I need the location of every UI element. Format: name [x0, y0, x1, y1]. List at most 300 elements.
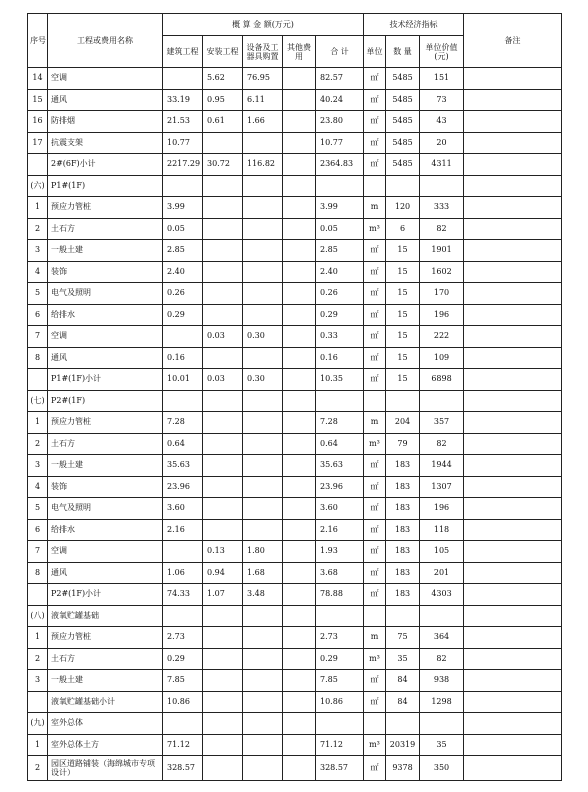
cell-name: P1#(1F)	[48, 175, 163, 197]
cell-building: 35.63	[163, 455, 203, 477]
cell-other	[283, 498, 316, 520]
cell-unit-price: 1901	[420, 240, 464, 262]
cell-seq: 6	[28, 519, 48, 541]
cell-building	[163, 68, 203, 90]
cell-name: 防排烟	[48, 111, 163, 133]
cell-install	[203, 283, 243, 305]
cell-other	[283, 175, 316, 197]
cell-seq: 3	[28, 670, 48, 692]
table-row	[28, 154, 562, 176]
cell-building: 2.85	[163, 240, 203, 262]
cell-equipment	[243, 283, 283, 305]
cell-remarks	[464, 326, 562, 348]
cell-total: 0.29	[316, 304, 364, 326]
cell-install	[203, 175, 243, 197]
cell-equipment: 1.66	[243, 111, 283, 133]
table-row	[28, 412, 562, 434]
cell-building: 2.16	[163, 519, 203, 541]
cell-remarks	[464, 627, 562, 649]
cell-total: 0.64	[316, 433, 364, 455]
cell-other	[283, 756, 316, 781]
table-row	[28, 541, 562, 563]
cell-unit-price: 1944	[420, 455, 464, 477]
cell-remarks	[464, 304, 562, 326]
cell-total: 78.88	[316, 584, 364, 606]
cell-equipment: 0.30	[243, 326, 283, 348]
cell-name: 土石方	[48, 433, 163, 455]
header-name: 工程或费用名称	[48, 14, 163, 68]
table-row	[28, 648, 562, 670]
cell-unit: ㎡	[364, 584, 386, 606]
cell-install	[203, 498, 243, 520]
cell-unit-price	[420, 713, 464, 735]
cell-quantity: 5485	[386, 89, 420, 111]
cell-install	[203, 605, 243, 627]
cell-remarks	[464, 175, 562, 197]
cell-unit: ㎡	[364, 326, 386, 348]
cell-name: 一般土建	[48, 240, 163, 262]
cell-seq	[28, 691, 48, 713]
cell-unit	[364, 390, 386, 412]
estimate-table-body	[28, 68, 562, 781]
cell-remarks	[464, 261, 562, 283]
cell-other	[283, 433, 316, 455]
cell-quantity	[386, 713, 420, 735]
cell-name: 通风	[48, 347, 163, 369]
cell-other	[283, 154, 316, 176]
cell-install	[203, 734, 243, 756]
cell-unit-price: 82	[420, 218, 464, 240]
cell-total: 0.16	[316, 347, 364, 369]
cell-other	[283, 627, 316, 649]
table-row	[28, 519, 562, 541]
cell-name: 预应力管桩	[48, 627, 163, 649]
cell-equipment	[243, 197, 283, 219]
cell-unit-price	[420, 605, 464, 627]
cell-install	[203, 390, 243, 412]
cell-install	[203, 713, 243, 735]
cell-remarks	[464, 455, 562, 477]
cell-other	[283, 670, 316, 692]
header-seq: 序号	[28, 14, 48, 68]
cell-install	[203, 197, 243, 219]
cell-remarks	[464, 111, 562, 133]
cell-unit-price: 20	[420, 132, 464, 154]
cell-quantity: 5485	[386, 68, 420, 90]
header-other: 其他费用	[283, 36, 316, 68]
cell-unit-price: 118	[420, 519, 464, 541]
cell-quantity: 84	[386, 670, 420, 692]
cell-remarks	[464, 541, 562, 563]
cell-remarks	[464, 498, 562, 520]
cell-building: 74.33	[163, 584, 203, 606]
cell-quantity	[386, 605, 420, 627]
cell-equipment: 76.95	[243, 68, 283, 90]
cell-remarks	[464, 132, 562, 154]
cell-remarks	[464, 347, 562, 369]
cell-equipment	[243, 670, 283, 692]
table-row	[28, 584, 562, 606]
cell-name: P1#(1F)小计	[48, 369, 163, 391]
cell-equipment	[243, 132, 283, 154]
cell-building: 0.29	[163, 648, 203, 670]
cell-building	[163, 175, 203, 197]
table-row	[28, 347, 562, 369]
table-row	[28, 433, 562, 455]
cell-quantity: 120	[386, 197, 420, 219]
cell-other	[283, 584, 316, 606]
table-row	[28, 562, 562, 584]
cell-quantity: 15	[386, 369, 420, 391]
cell-other	[283, 412, 316, 434]
cell-total: 10.86	[316, 691, 364, 713]
cell-equipment	[243, 390, 283, 412]
cell-install: 0.03	[203, 369, 243, 391]
cell-seq	[28, 369, 48, 391]
header-install: 安装工程	[203, 36, 243, 68]
cell-other	[283, 541, 316, 563]
cell-quantity: 35	[386, 648, 420, 670]
cell-unit: ㎡	[364, 369, 386, 391]
cell-unit: ㎡	[364, 261, 386, 283]
cell-name: 一般土建	[48, 670, 163, 692]
cell-seq: 6	[28, 304, 48, 326]
cell-equipment	[243, 261, 283, 283]
cell-name: 预应力管桩	[48, 412, 163, 434]
cell-remarks	[464, 218, 562, 240]
header-tech-group: 技术经济指标	[364, 14, 464, 36]
table-row	[28, 89, 562, 111]
cell-quantity: 183	[386, 584, 420, 606]
table-row	[28, 605, 562, 627]
cell-total: 0.29	[316, 648, 364, 670]
cell-quantity: 9378	[386, 756, 420, 781]
cell-other	[283, 390, 316, 412]
cell-install: 0.95	[203, 89, 243, 111]
cell-unit: ㎡	[364, 670, 386, 692]
cell-quantity: 15	[386, 347, 420, 369]
cell-seq: 8	[28, 347, 48, 369]
cell-remarks	[464, 89, 562, 111]
cell-unit-price: 350	[420, 756, 464, 781]
cell-name: 空调	[48, 541, 163, 563]
cell-quantity: 183	[386, 562, 420, 584]
cell-name: 通风	[48, 89, 163, 111]
header-remarks: 备注	[464, 14, 562, 68]
cell-building	[163, 605, 203, 627]
table-row	[28, 68, 562, 90]
cell-total: 1.93	[316, 541, 364, 563]
cell-other	[283, 562, 316, 584]
cell-quantity: 15	[386, 240, 420, 262]
cell-unit-price: 170	[420, 283, 464, 305]
cell-total: 3.99	[316, 197, 364, 219]
cell-name: 园区道路铺装（海绵城市专项设计）	[48, 756, 163, 781]
cell-building: 0.26	[163, 283, 203, 305]
cell-install	[203, 648, 243, 670]
cell-quantity: 5485	[386, 132, 420, 154]
cell-other	[283, 304, 316, 326]
header-unit: 单位	[364, 36, 386, 68]
table-row	[28, 132, 562, 154]
cell-install	[203, 132, 243, 154]
cell-quantity: 20319	[386, 734, 420, 756]
cell-equipment	[243, 498, 283, 520]
cell-total: 2364.83	[316, 154, 364, 176]
cell-quantity: 183	[386, 519, 420, 541]
cell-seq: 14	[28, 68, 48, 90]
cell-equipment	[243, 605, 283, 627]
cell-name: 电气及照明	[48, 498, 163, 520]
cell-other	[283, 240, 316, 262]
cell-remarks	[464, 476, 562, 498]
cell-seq: (九)	[28, 713, 48, 735]
cell-building: 0.05	[163, 218, 203, 240]
cell-seq: 2	[28, 756, 48, 781]
cell-seq: 16	[28, 111, 48, 133]
cell-remarks	[464, 197, 562, 219]
cell-name: 空调	[48, 326, 163, 348]
header-unit-price: 单位价值(元)	[420, 36, 464, 68]
cell-install	[203, 304, 243, 326]
cell-building: 328.57	[163, 756, 203, 781]
cell-unit: ㎡	[364, 347, 386, 369]
cell-other	[283, 68, 316, 90]
cell-remarks	[464, 283, 562, 305]
cell-equipment: 0.30	[243, 369, 283, 391]
table-row	[28, 175, 562, 197]
cell-remarks	[464, 369, 562, 391]
cell-seq: 4	[28, 261, 48, 283]
cell-other	[283, 132, 316, 154]
cell-total: 35.63	[316, 455, 364, 477]
cell-other	[283, 605, 316, 627]
table-row	[28, 455, 562, 477]
cell-quantity: 183	[386, 541, 420, 563]
cell-remarks	[464, 584, 562, 606]
header-building: 建筑工程	[163, 36, 203, 68]
cell-name: 装饰	[48, 476, 163, 498]
cell-unit-price: 222	[420, 326, 464, 348]
cell-unit	[364, 605, 386, 627]
cell-quantity: 204	[386, 412, 420, 434]
cell-unit: ㎡	[364, 304, 386, 326]
cell-total: 0.26	[316, 283, 364, 305]
cell-total: 0.33	[316, 326, 364, 348]
cell-other	[283, 89, 316, 111]
table-row	[28, 734, 562, 756]
cell-equipment: 1.80	[243, 541, 283, 563]
cell-seq: 3	[28, 240, 48, 262]
cell-equipment	[243, 476, 283, 498]
cell-building: 23.96	[163, 476, 203, 498]
cell-unit: ㎡	[364, 89, 386, 111]
cell-remarks	[464, 713, 562, 735]
cell-seq: 2	[28, 648, 48, 670]
cell-other	[283, 691, 316, 713]
cell-name: 抗震支架	[48, 132, 163, 154]
cell-quantity: 79	[386, 433, 420, 455]
cell-unit-price	[420, 175, 464, 197]
cell-seq: 7	[28, 541, 48, 563]
cell-quantity: 6	[386, 218, 420, 240]
cell-equipment	[243, 455, 283, 477]
cell-remarks	[464, 562, 562, 584]
cell-install	[203, 412, 243, 434]
cell-remarks	[464, 433, 562, 455]
cell-seq: 3	[28, 455, 48, 477]
cell-name: 通风	[48, 562, 163, 584]
cell-remarks	[464, 691, 562, 713]
cell-unit: ㎡	[364, 498, 386, 520]
cell-remarks	[464, 240, 562, 262]
cell-unit: m³	[364, 648, 386, 670]
table-row	[28, 197, 562, 219]
estimate-table-page	[27, 13, 561, 781]
cell-unit-price: 196	[420, 304, 464, 326]
cell-total: 7.85	[316, 670, 364, 692]
cell-install	[203, 756, 243, 781]
cell-seq: 1	[28, 412, 48, 434]
cell-building: 1.06	[163, 562, 203, 584]
cell-other	[283, 347, 316, 369]
cell-install: 0.03	[203, 326, 243, 348]
cell-seq	[28, 154, 48, 176]
cell-seq: (七)	[28, 390, 48, 412]
cell-building	[163, 390, 203, 412]
cell-building: 71.12	[163, 734, 203, 756]
cell-quantity: 15	[386, 283, 420, 305]
cell-seq: 4	[28, 476, 48, 498]
cell-seq: 7	[28, 326, 48, 348]
cell-other	[283, 326, 316, 348]
cell-unit-price: 4311	[420, 154, 464, 176]
cell-name: 液氧贮罐基础小计	[48, 691, 163, 713]
header-quantity: 数 量	[386, 36, 420, 68]
table-row	[28, 756, 562, 781]
cell-equipment	[243, 713, 283, 735]
cell-seq: 2	[28, 218, 48, 240]
cell-unit: m³	[364, 433, 386, 455]
cell-unit-price: 1298	[420, 691, 464, 713]
cell-seq: (八)	[28, 605, 48, 627]
cell-unit-price: 1307	[420, 476, 464, 498]
cell-unit: ㎡	[364, 154, 386, 176]
cell-total: 2.16	[316, 519, 364, 541]
cell-unit-price: 1602	[420, 261, 464, 283]
cell-seq: 1	[28, 197, 48, 219]
cell-equipment	[243, 627, 283, 649]
cell-building: 0.64	[163, 433, 203, 455]
cell-install	[203, 691, 243, 713]
cell-other	[283, 261, 316, 283]
cell-unit-price: 82	[420, 648, 464, 670]
cell-remarks	[464, 756, 562, 781]
cell-equipment: 116.82	[243, 154, 283, 176]
cell-equipment	[243, 433, 283, 455]
cell-unit	[364, 175, 386, 197]
table-row	[28, 498, 562, 520]
cell-unit: m	[364, 412, 386, 434]
cell-unit-price: 151	[420, 68, 464, 90]
cell-seq: 15	[28, 89, 48, 111]
cell-unit: ㎡	[364, 111, 386, 133]
cell-name: 给排水	[48, 519, 163, 541]
cell-building: 2.40	[163, 261, 203, 283]
cell-equipment	[243, 218, 283, 240]
cell-name: 一般土建	[48, 455, 163, 477]
cell-building	[163, 326, 203, 348]
cell-total: 23.80	[316, 111, 364, 133]
cell-install	[203, 670, 243, 692]
cell-install	[203, 218, 243, 240]
cell-unit: m	[364, 627, 386, 649]
cell-building: 10.77	[163, 132, 203, 154]
cell-install: 0.61	[203, 111, 243, 133]
cell-unit: ㎡	[364, 476, 386, 498]
cell-install	[203, 261, 243, 283]
cell-total: 10.77	[316, 132, 364, 154]
cell-seq	[28, 584, 48, 606]
cell-building: 10.86	[163, 691, 203, 713]
cell-other	[283, 197, 316, 219]
header-total: 合 计	[316, 36, 364, 68]
cell-name: 液氧贮罐基础	[48, 605, 163, 627]
cell-unit: m³	[364, 734, 386, 756]
cell-unit-price: 82	[420, 433, 464, 455]
cell-unit: ㎡	[364, 455, 386, 477]
cell-install	[203, 519, 243, 541]
cell-other	[283, 476, 316, 498]
cell-unit-price: 73	[420, 89, 464, 111]
table-row	[28, 261, 562, 283]
cell-unit-price: 201	[420, 562, 464, 584]
cell-building: 7.28	[163, 412, 203, 434]
cell-remarks	[464, 605, 562, 627]
cell-other	[283, 283, 316, 305]
cell-other	[283, 218, 316, 240]
cell-name: P2#(1F)	[48, 390, 163, 412]
cell-unit-price: 105	[420, 541, 464, 563]
estimate-table	[27, 13, 562, 781]
cell-total: 2.85	[316, 240, 364, 262]
cell-name: 电气及照明	[48, 283, 163, 305]
cell-install	[203, 347, 243, 369]
cell-unit: ㎡	[364, 562, 386, 584]
cell-unit: ㎡	[364, 132, 386, 154]
cell-total	[316, 605, 364, 627]
cell-install: 0.13	[203, 541, 243, 563]
cell-seq: 1	[28, 734, 48, 756]
cell-install: 0.94	[203, 562, 243, 584]
cell-equipment: 3.48	[243, 584, 283, 606]
cell-building: 0.16	[163, 347, 203, 369]
table-row	[28, 670, 562, 692]
cell-seq: 5	[28, 283, 48, 305]
table-row	[28, 326, 562, 348]
cell-other	[283, 713, 316, 735]
cell-equipment: 6.11	[243, 89, 283, 111]
cell-building: 7.85	[163, 670, 203, 692]
cell-unit: ㎡	[364, 541, 386, 563]
table-row	[28, 111, 562, 133]
cell-other	[283, 519, 316, 541]
cell-remarks	[464, 412, 562, 434]
cell-equipment	[243, 648, 283, 670]
cell-quantity	[386, 175, 420, 197]
table-row	[28, 369, 562, 391]
cell-equipment	[243, 519, 283, 541]
